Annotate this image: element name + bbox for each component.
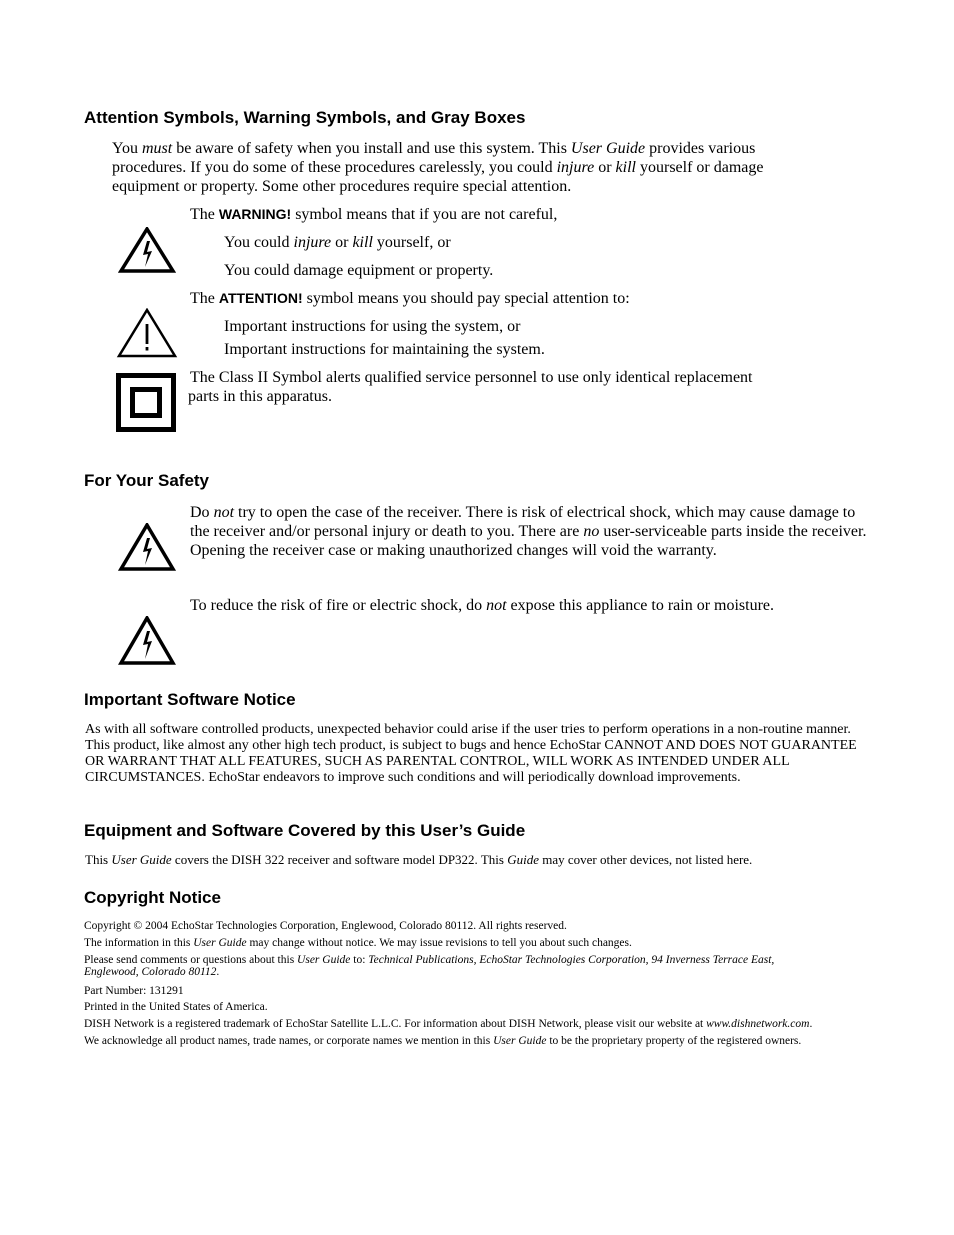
warning-item-injure: You could injure or kill yourself, or [224, 234, 451, 251]
trademark-line: DISH Network is a registered trademark of EchoStar Satellite L.L.C. For information about DISH Network, please visit our website at www.dishnetwork.com. [84, 1018, 813, 1030]
class-ii-description-line1: The Class II Symbol alerts qualified service personnel to use only identical replacement [190, 369, 753, 386]
website-link[interactable]: www.dishnetwork.com [706, 1018, 810, 1030]
heading-important-software-notice: Important Software Notice [84, 690, 296, 709]
acknowledgement-line: We acknowledge all product names, trade names, or corporate names we mention in this User Guide to be the proprietary property of the registered owners. [84, 1035, 802, 1047]
warning-keyword: WARNING! [218, 206, 292, 222]
printed-in-line: Printed in the United States of America. [84, 1001, 268, 1013]
heading-for-your-safety: For Your Safety [84, 471, 210, 490]
attention-keyword: ATTENTION! [218, 290, 303, 306]
safety-paragraph-case: Do not try to open the case of the receiver. There is risk of electrical shock, which may cause damage to the receiver and/or personal injury or death to you. There are no user-serviceable parts inside the receiver. Opening the receiver case or making unauthorized changes will void the warranty. [190, 504, 867, 559]
lightning-warning-icon [118, 227, 176, 273]
class-ii-double-square-icon [116, 373, 176, 432]
warning-item-damage: You could damage equipment or property. [224, 262, 494, 279]
class-ii-description-line2: parts in this apparatus. [188, 388, 332, 405]
software-notice-paragraph: As with all software controlled products, unexpected behavior could arise if the user tries to perform operations in a non-routine manner. This product, like almost any other high tech product, is subject to bugs and hence EchoStar CANNOT AND DOES NOT GUARANTEE OR WARRANT THAT ALL FEATURES, SUCH AS PARENTAL CONTROL, WILL WORK AS INTENDED UNDER ALL CIRCUMSTANCES. EchoStar endeavors to improve such conditions and will periodically download improvements. [85, 722, 857, 785]
safety-paragraph-moisture: To reduce the risk of fire or electric shock, do not expose this appliance to rain or moisture. [190, 597, 775, 614]
comments-address-line2: Englewood, Colorado 80112. [84, 966, 220, 978]
exclamation-attention-icon [116, 308, 178, 358]
copyright-line: Copyright © 2004 EchoStar Technologies Corporation, Englewood, Colorado 80112. All rights reserved. [84, 920, 567, 932]
comments-address-line: Please send comments or questions about this User Guide to: Technical Publications, EchoStar Technologies Corporation, 94 Inverness Terrace East, [84, 954, 775, 966]
attention-item-maintaining: Important instructions for maintaining the system. [224, 341, 545, 358]
heading-copyright-notice: Copyright Notice [84, 888, 221, 907]
equipment-coverage-text: This User Guide covers the DISH 322 receiver and software model DP322. This Guide may cover other devices, not listed here. [85, 852, 753, 867]
part-number: Part Number: 131291 [84, 985, 184, 997]
lightning-warning-icon [118, 616, 176, 665]
heading-equipment-and-software: Equipment and Software Covered by this User’s Guide [84, 821, 526, 840]
revision-notice-line: The information in this User Guide may change without notice. We may issue revisions to tell you about such changes. [84, 937, 632, 949]
lightning-warning-icon [118, 523, 176, 571]
heading-attention-symbols: Attention Symbols, Warning Symbols, and Gray Boxes [84, 108, 526, 127]
attention-item-using: Important instructions for using the system, or [224, 318, 521, 335]
warning-symbol-description: The WARNING! symbol means that if you are not careful, [190, 206, 558, 223]
attention-symbol-description: The ATTENTION! symbol means you should pay special attention to: [190, 290, 630, 307]
attention-intro-paragraph: You must be aware of safety when you install and use this system. This User Guide provides various procedures. If you do some of these procedures carelessly, you could injure or kill yourself or damage equipment or property. Some other procedures require special attention. [112, 140, 764, 195]
